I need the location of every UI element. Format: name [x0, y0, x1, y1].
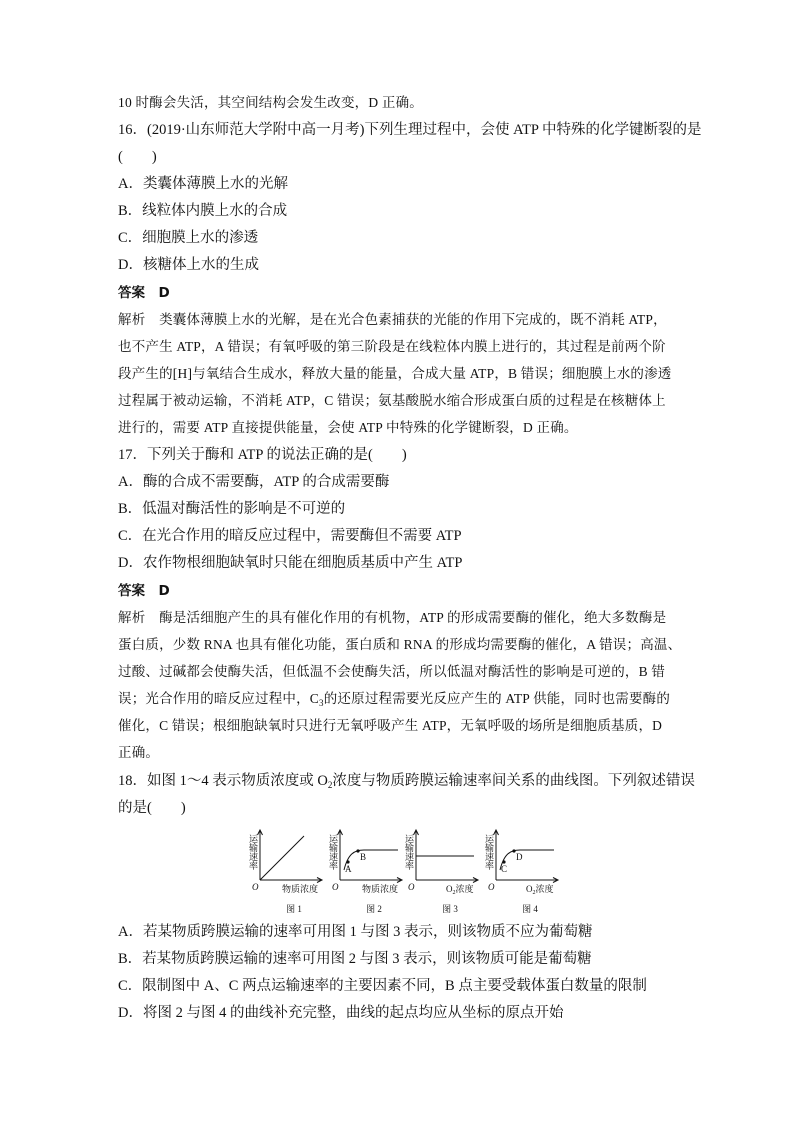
- curve-line: [500, 850, 554, 870]
- explanation-line: [118, 689, 670, 713]
- explanation-line: 蛋白质，少数 RNA 也具有催化功能，蛋白质和 RNA 的形成均需要酶的催化，A 错误；高温、: [118, 637, 682, 652]
- explanation-line: 进行的，需要 ATP 直接提供能量，会使 ATP 中特殊的化学键断裂，D 正确。: [118, 420, 578, 435]
- y-axis-label: 运输速率: [484, 834, 494, 870]
- x-axis-label: 物质浓度: [362, 884, 399, 894]
- option-b: B．低温对酶活性的影响是不可逆的: [118, 501, 346, 517]
- option-c: C．细胞膜上水的渗透: [118, 230, 259, 246]
- subscript: 2: [327, 780, 333, 790]
- origin-label: O: [332, 882, 339, 892]
- x-axis-label: 物质浓度: [282, 884, 319, 894]
- option-c: C．在光合作用的暗反应过程中，需要酶但不需要 ATP: [118, 528, 462, 544]
- explanation-line: 催化，C 错误；根细胞缺氧时只进行无氧呼吸产生 ATP，无氧呼吸的场所是细胞质基质，D: [118, 718, 663, 733]
- text-segment: 浓度与物质跨膜运输速率间关系的曲线图。下列叙述错误: [332, 773, 695, 789]
- question-17-stem: 17．下列关于酶和 ATP 的说法正确的是( ): [118, 447, 407, 463]
- figure-caption: 图 3: [442, 904, 458, 914]
- option-a: A．类囊体薄膜上水的光解: [118, 176, 288, 192]
- explanation-line: 解析 类囊体薄膜上水的光解，是在光合色素捕获的光能的作用下完成的，既不消耗 ATP，: [118, 312, 667, 327]
- point-label: C: [501, 864, 508, 874]
- text-segment: 误；光合作用的暗反应过程中，C: [118, 691, 320, 706]
- option-a: A．若某物质跨膜运输的速率可用图 1 与图 3 表示，则该物质不应为葡萄糖: [118, 924, 593, 940]
- question-16-blank: ( ): [118, 149, 157, 165]
- option-d: D．农作物根细胞缺氧时只能在细胞质基质中产生 ATP: [118, 555, 463, 571]
- origin-label: O: [408, 882, 415, 892]
- option-b: B．线粒体内膜上水的合成: [118, 203, 288, 219]
- explanation-line: 段产生的[H]与氧结合生成水，释放大量的能量，合成大量 ATP，B 错误；细胞膜上水的渗透: [118, 366, 672, 381]
- point-label: A: [345, 864, 352, 874]
- origin-label: O: [252, 882, 259, 892]
- question-18-blank: 的是( ): [118, 800, 186, 816]
- curve-line: [344, 850, 398, 870]
- explanation-line: 也不产生 ATP，A 错误；有氧呼吸的第三阶段是在线粒体内膜上进行的，其过程是前两个阶: [118, 339, 666, 354]
- answer-label: 答案 D: [118, 583, 170, 599]
- option-b: B．若某物质跨膜运输的速率可用图 2 与图 3 表示，则该物质可能是葡萄糖: [118, 951, 592, 967]
- text-segment: 18．如图 1～4 表示物质浓度或 O: [118, 773, 328, 789]
- y-axis-label: 运输速率: [404, 834, 414, 870]
- question-16-stem: 16．(2019·山东师范大学附中高一月考)下列生理过程中，会使 ATP 中特殊的化学键断裂的是: [118, 122, 702, 138]
- explanation-line: 过酸、过碱都会使酶失活，但低温不会使酶失活，所以低温对酶活性的影响是可逆的，B 错: [118, 664, 666, 679]
- text-segment: 的还原过程需要光反应产生的 ATP 供能，同时也需要酶的: [323, 691, 671, 706]
- answer-label: 答案 D: [118, 285, 170, 301]
- option-d: D．将图 2 与图 4 的曲线补充完整，曲线的起点均应从坐标的原点开始: [118, 1005, 564, 1021]
- curve-line: [260, 836, 304, 880]
- subscript: 3: [319, 698, 324, 708]
- figure-caption: 图 1: [286, 904, 302, 914]
- transport-rate-figures: [240, 826, 560, 918]
- text-line: 10 时酶会失活，其空间结构会发生改变，D 正确。: [118, 95, 423, 110]
- explanation-line: 解析 酶是活细胞产生的具有催化作用的有机物，ATP 的形成需要酶的催化，绝大多数酶是: [118, 610, 667, 625]
- figure-caption: 图 4: [522, 904, 538, 914]
- explanation-line: 正确。: [118, 745, 160, 760]
- x-axis-label: $O_2$浓度: [446, 884, 474, 896]
- explanation-line: 过程属于被动运输，不消耗 ATP，C 错误；氨基酸脱水缩合形成蛋白质的过程是在核糖体上: [118, 393, 666, 408]
- x-axis-label: $O_2$浓度: [526, 884, 554, 896]
- option-d: D．核糖体上水的生成: [118, 257, 259, 273]
- point-label: B: [360, 852, 367, 862]
- y-axis-label: 运输速率: [328, 834, 338, 870]
- figure-caption: 图 2: [366, 904, 382, 914]
- option-a: A．酶的合成不需要酶，ATP 的合成需要酶: [118, 474, 390, 490]
- origin-label: O: [488, 882, 495, 892]
- question-18-stem: [118, 771, 695, 795]
- point-label: D: [516, 852, 523, 862]
- y-axis-label: 运输速率: [248, 834, 258, 870]
- option-c: C．限制图中 A、C 两点运输速率的主要因素不同，B 点主要受载体蛋白数量的限制: [118, 978, 647, 994]
